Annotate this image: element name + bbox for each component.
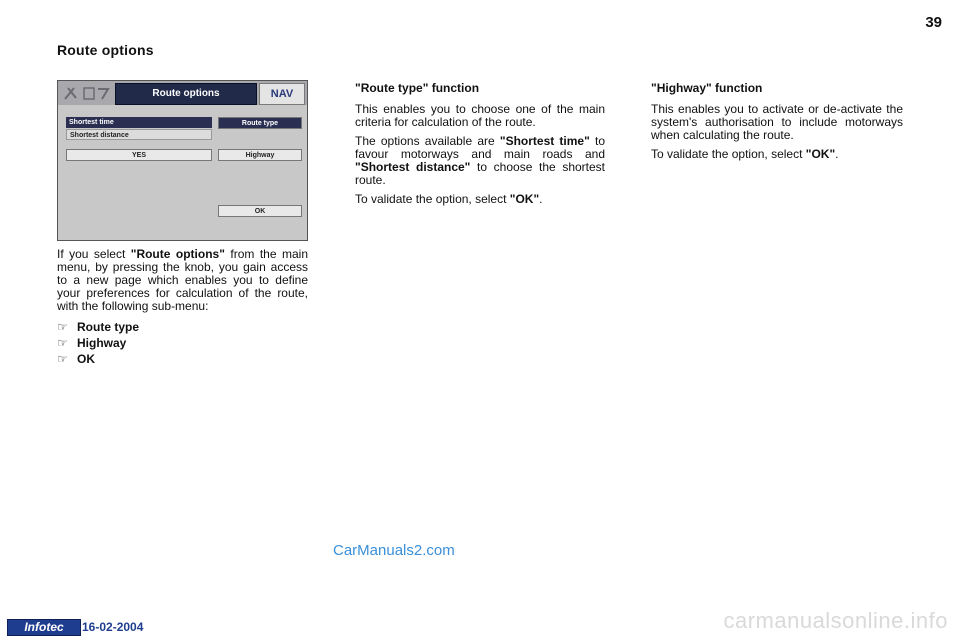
sub-menu-item: [57, 319, 308, 335]
screen-option-shortest-distance: Shortest distance: [66, 129, 212, 140]
intro-text-b: from the main menu, by pressing the knob, you gain access to a new page which enables you to define your preferences for calculation of the route, with the following sub-menu:: [57, 247, 308, 313]
screen-option-shortest-time: Shortest time: [66, 117, 212, 128]
screen-top-bar: [58, 81, 307, 105]
infotec-logo: Infotec: [7, 619, 81, 636]
hw-p2-text-a: To validate the option, select: [651, 147, 806, 161]
highway-paragraph-1: This enables you to activate or de-activate the system's authorisation to include motorways when calculating the route.: [651, 102, 903, 142]
highway-paragraph-2: [651, 148, 903, 161]
screen-title-tab: Route options: [115, 83, 257, 105]
intro-text-bold: "Route options": [130, 247, 225, 261]
hw-p2-text-c: .: [835, 147, 839, 161]
sub-menu-item: [57, 335, 308, 351]
watermark-carmanuals2: CarManuals2.com: [333, 542, 455, 559]
right-column: [651, 82, 903, 167]
left-column: [57, 248, 308, 367]
screen-nav-tab: NAV: [259, 83, 305, 105]
p2-text-c: to favour motorways and main roads and: [355, 134, 606, 161]
page-number: 39: [925, 14, 942, 31]
tools-icon: [62, 84, 112, 102]
intro-paragraph: [57, 248, 308, 313]
tool-icons: [62, 84, 112, 102]
intro-text-a: If you select: [57, 247, 131, 261]
screen-highway-button: Highway: [218, 149, 302, 161]
p2-bold-d: "Shortest distance": [355, 160, 471, 174]
sub-menu-item: [57, 351, 308, 367]
p2-bold-b: "Shortest time": [499, 134, 590, 148]
sub-menu-list: [57, 319, 308, 367]
route-type-paragraph-3: [355, 193, 605, 206]
navigation-screen-image: [57, 80, 308, 241]
highway-heading: "Highway" function: [651, 81, 763, 95]
pointing-hand-icon: ☞: [57, 336, 68, 350]
route-type-paragraph-2: [355, 135, 605, 187]
route-type-paragraph-1: This enables you to choose one of the main criteria for calculation of the route.: [355, 102, 605, 129]
screen-ok-button: OK: [218, 205, 302, 217]
sub-menu-item-label: Route type: [77, 320, 140, 334]
middle-column: [355, 82, 605, 212]
footer-date: 16-02-2004: [82, 620, 144, 634]
p2-text-e: to choose the shortest route.: [355, 160, 606, 187]
pointing-hand-icon: ☞: [57, 352, 68, 366]
hw-p2-bold-b: "OK": [805, 147, 836, 161]
screen-yes-button: YES: [66, 149, 212, 161]
p3-text-a: To validate the option, select: [355, 192, 510, 206]
sub-menu-item-label: OK: [77, 352, 95, 366]
section-title: Route options: [57, 42, 154, 58]
route-type-heading: "Route type" function: [355, 81, 480, 95]
p3-text-c: .: [539, 192, 543, 206]
pointing-hand-icon: ☞: [57, 320, 68, 334]
screen-route-type-button: Route type: [218, 117, 302, 129]
p3-bold-b: "OK": [509, 192, 540, 206]
watermark-carmanualsonline: carmanualsonline.info: [723, 608, 948, 633]
p2-text-a: The options available are: [355, 134, 500, 148]
sub-menu-item-label: Highway: [77, 336, 127, 350]
